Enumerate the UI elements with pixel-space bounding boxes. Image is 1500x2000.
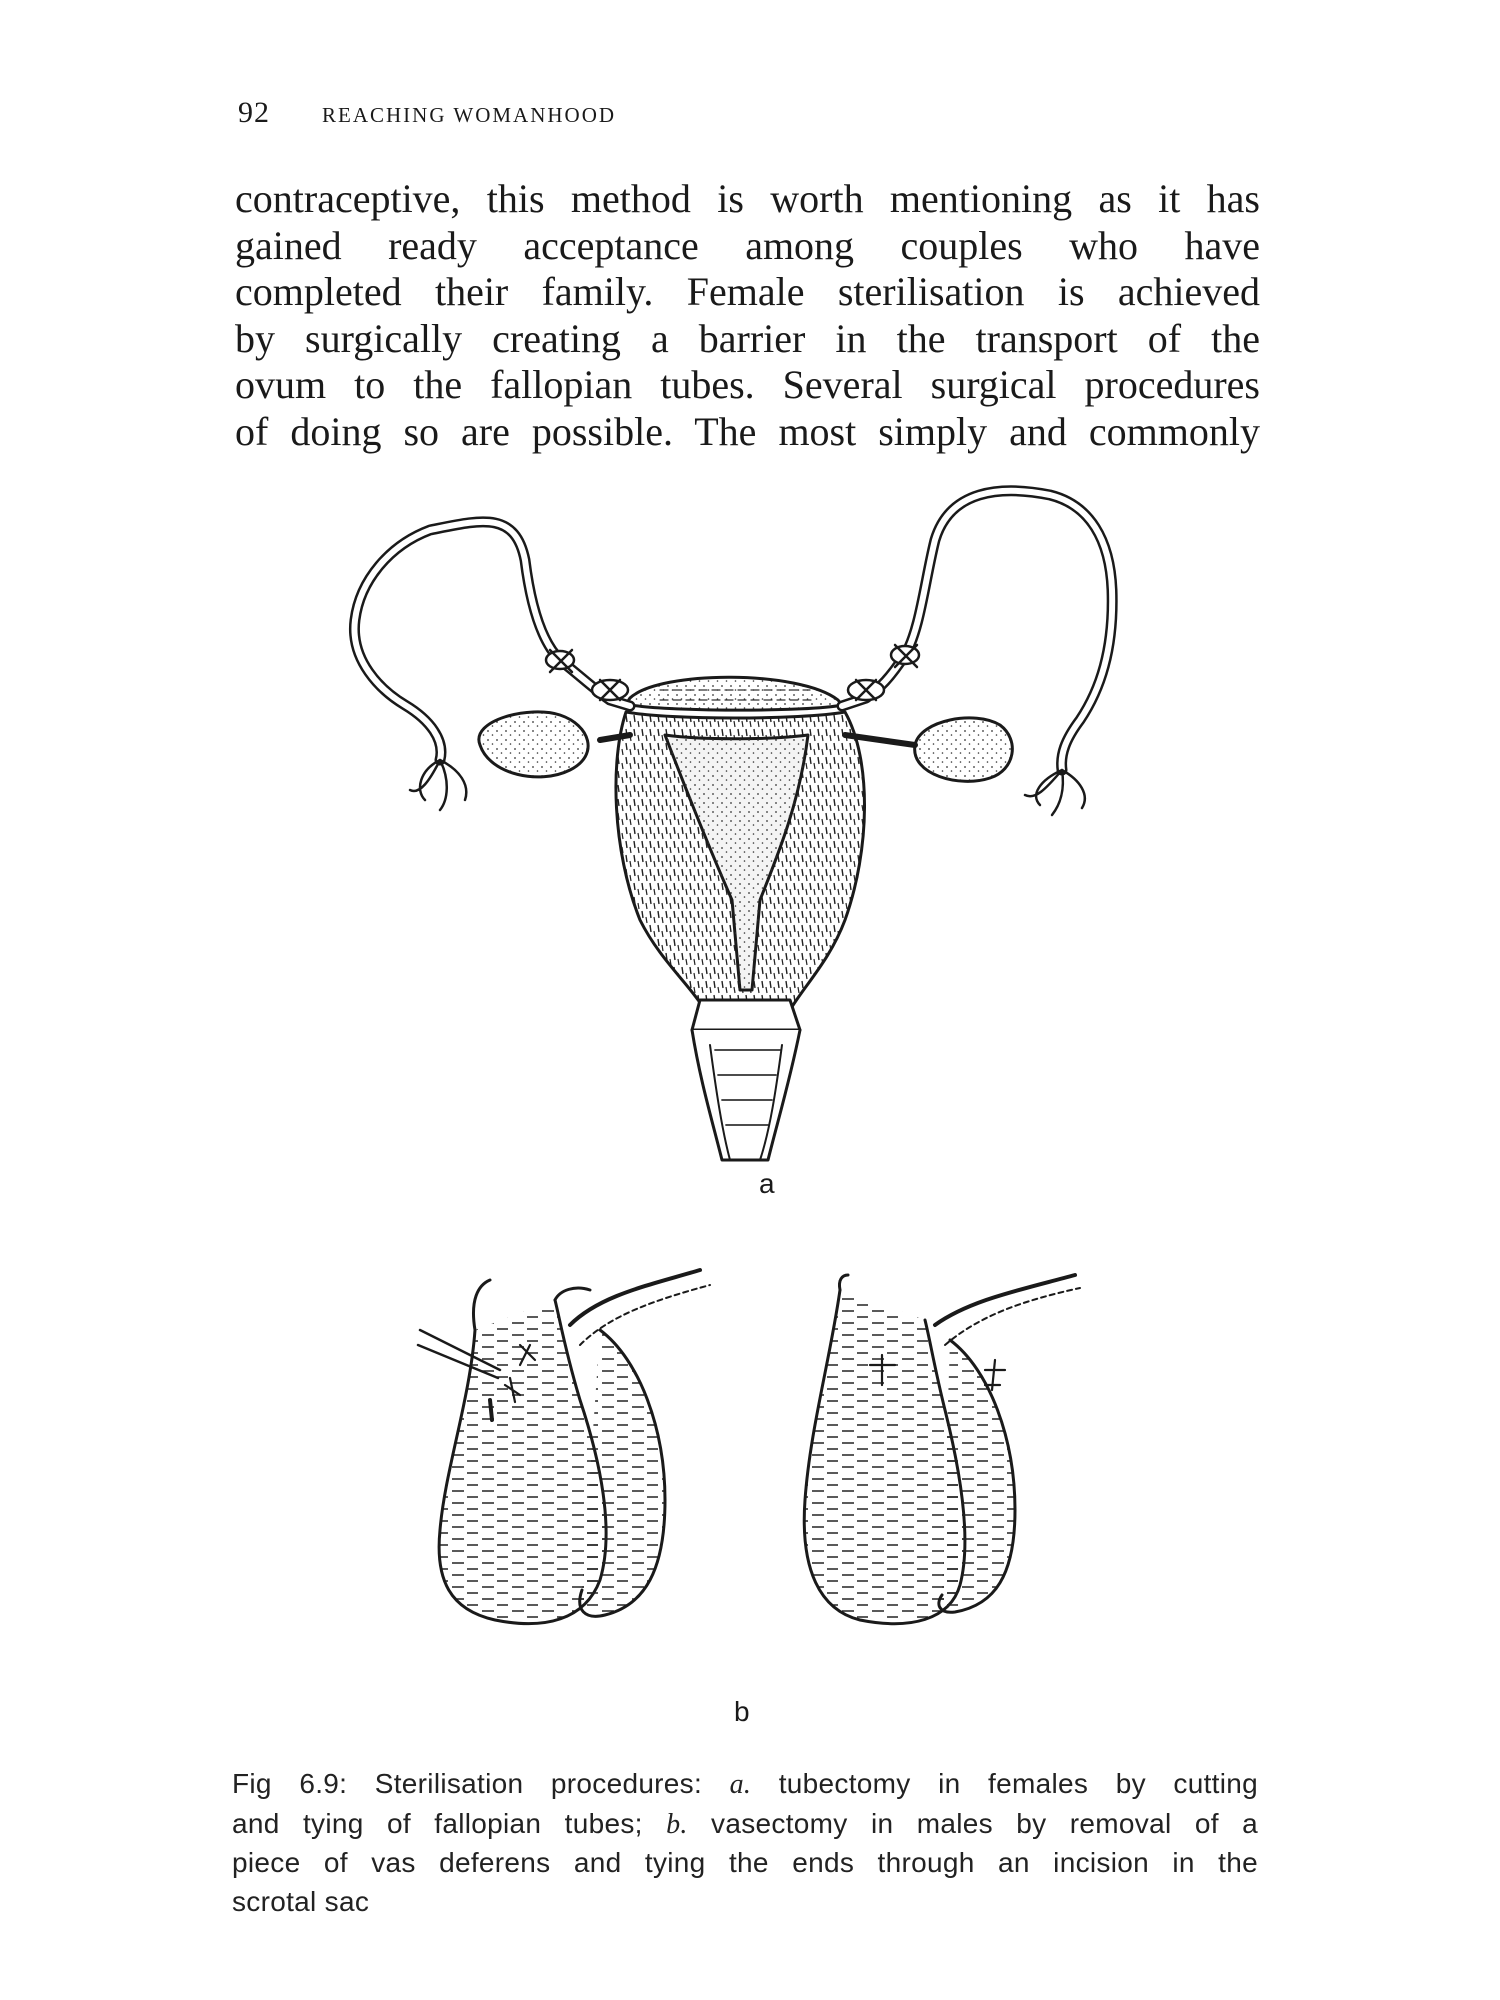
panel-label-b: b: [734, 1696, 750, 1727]
panel-label-a: a: [759, 1168, 775, 1199]
right-ligation-knot: [848, 645, 919, 700]
caption-line: piece of vas deferens and tying the ends through an incision in the: [232, 1847, 1258, 1878]
left-fimbriae: [410, 760, 466, 810]
scrotum-left-view: [418, 1270, 710, 1624]
caption-line: Fig 6.9: Sterilisation procedures: a. tubectomy in females by cutting: [232, 1768, 1258, 1800]
body-line: completed their family. Female sterilisation is achieved: [235, 269, 1260, 315]
scrotum-right-view: [804, 1275, 1080, 1624]
running-head: REACHING WOMANHOOD: [322, 103, 617, 127]
right-fimbriae: [1025, 770, 1085, 815]
cervix: [692, 1000, 800, 1030]
page-number: 92: [238, 96, 270, 129]
body-line: ovum to the fallopian tubes. Several surgical procedures: [235, 362, 1260, 408]
right-ovary: [915, 718, 1013, 781]
uterus-diagram: [354, 491, 1112, 1160]
left-ligation-knot: [546, 650, 628, 700]
left-ovary: [479, 712, 588, 777]
body-line: of doing so are possible. The most simply and commonly: [235, 408, 1260, 454]
caption-line: and tying of fallopian tubes; b. vasectomy in males by removal of a: [232, 1807, 1259, 1840]
body-line: by surgically creating a barrier in the transport of the: [235, 315, 1260, 361]
figure-caption: [232, 1765, 1258, 1921]
caption-line: scrotal sac: [232, 1885, 370, 1917]
uterus-fundus: [626, 677, 842, 710]
body-line: contraceptive, this method is worth mentioning as it has: [235, 176, 1260, 221]
body-line: gained ready acceptance among couples who have: [235, 222, 1260, 268]
